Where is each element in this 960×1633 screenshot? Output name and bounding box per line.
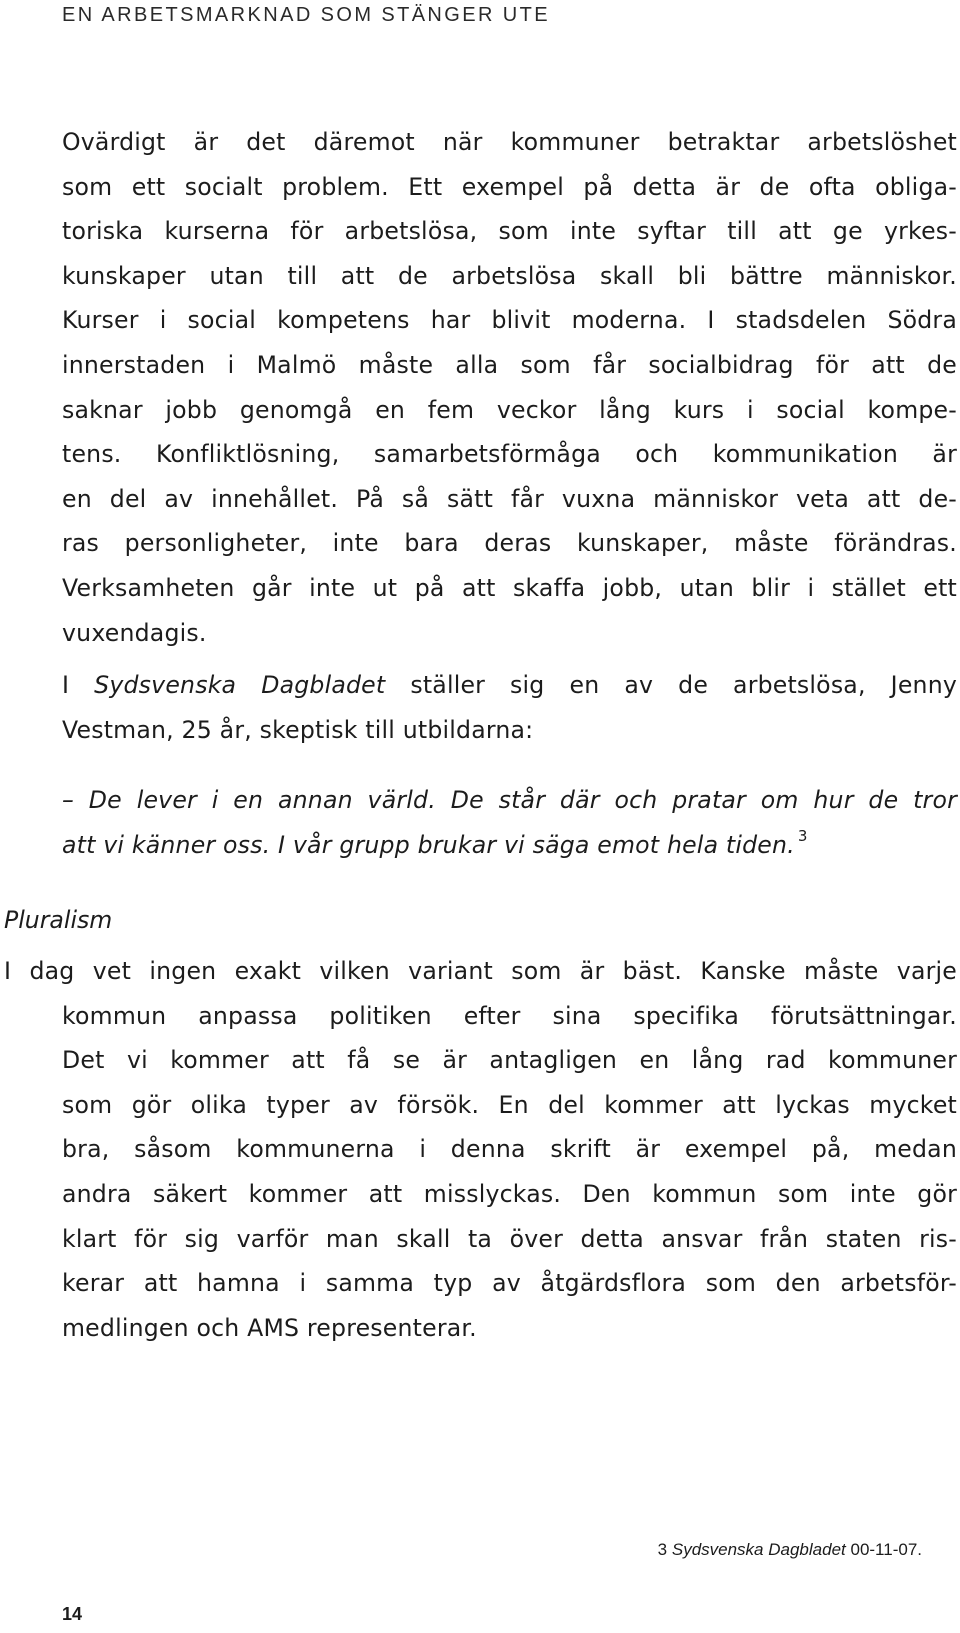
paragraph-line: I dag vet ingen exakt vilken variant som är bäst. Kanske måste varje	[4, 957, 957, 985]
quote-line: – De lever i en annan värld. De står där och pratar om hur de tror	[62, 786, 957, 814]
paragraph-line: Verksamheten går inte ut på att skaffa jobb, utan blir i stället ett	[62, 573, 957, 602]
paragraph-line: ras personligheter, inte bara deras kunskaper, måste förändras.	[62, 529, 957, 558]
quote-line	[62, 823, 957, 871]
paragraph-line: Kurser i social kompetens har blivit moderna. I stadsdelen Södra	[62, 306, 957, 335]
paragraph-line: andra säkert kommer att misslyckas. Den kommun som inte gör	[62, 1179, 957, 1208]
paragraph-line: innerstaden i Malmö måste alla som får socialbidrag för att de	[62, 350, 957, 379]
section-heading: Pluralism	[4, 906, 113, 934]
paragraph-line: kerar att hamna i samma typ av åtgärdsflora som den arbetsför-	[62, 1269, 957, 1298]
footnote-source: Sydsvenska Dagbladet	[671, 1540, 846, 1559]
block-quote	[62, 778, 957, 870]
quote-text: att vi känner oss. I vår grupp brukar vi säga emot hela tiden.	[62, 830, 795, 859]
paragraph-line: Ovärdigt är det däremot när kommuner betraktar arbetslöshet	[62, 128, 957, 156]
footnote-number: 3	[657, 1540, 668, 1559]
paragraph-line: toriska kurserna för arbetslösa, som inte syftar till att ge yrkes-	[62, 217, 957, 246]
paragraph-line: kommun anpassa politiken efter sina specifika förutsättningar.	[62, 1001, 957, 1030]
paragraph-3	[4, 949, 957, 1350]
paragraph-line	[62, 663, 957, 708]
footnote-date: 00-11-07.	[850, 1540, 922, 1559]
page-number: 14	[62, 1604, 83, 1624]
paragraph-line: medlingen och AMS representerar.	[62, 1313, 477, 1342]
paragraph-line: kunskaper utan till att de arbetslösa skall bli bättre människor.	[62, 261, 957, 290]
paragraph-line: tens. Konfliktlösning, samarbetsförmåga och kommunikation är	[62, 440, 957, 469]
paragraph-line: Det vi kommer att få se är antagligen en lång rad kommuner	[62, 1046, 957, 1075]
paragraph-1	[62, 120, 957, 655]
paragraph-line: som ett socialt problem. Ett exempel på detta är de ofta obliga-	[62, 172, 957, 201]
footnote-reference: 3	[797, 826, 808, 845]
paragraph-line: som gör olika typer av försök. En del kommer att lyckas mycket	[62, 1090, 957, 1119]
paragraph-line: vuxendagis.	[62, 618, 207, 647]
paragraph-line: bra, såsom kommunerna i denna skrift är exempel på, medan	[62, 1135, 957, 1164]
paragraph-line: en del av innehållet. På så sätt får vuxna människor veta att de-	[62, 484, 957, 513]
paragraph-line: Vestman, 25 år, skeptisk till utbildarna:	[62, 715, 534, 744]
paragraph-2	[62, 663, 957, 752]
paragraph-line: klart för sig varför man skall ta över detta ansvar från staten ris-	[62, 1224, 957, 1253]
paragraph-line: saknar jobb genomgå en fem veckor lång kurs i social kompe-	[62, 395, 957, 424]
footnote	[658, 1540, 922, 1560]
running-header: EN ARBETSMARKNAD SOM STÄNGER UTE	[62, 4, 550, 26]
newspaper-title: Sydsvenska Dagbladet	[94, 671, 386, 699]
text-prefix: I	[62, 671, 95, 699]
text-suffix: ställer sig en av de arbetslösa, Jenny	[385, 671, 958, 699]
